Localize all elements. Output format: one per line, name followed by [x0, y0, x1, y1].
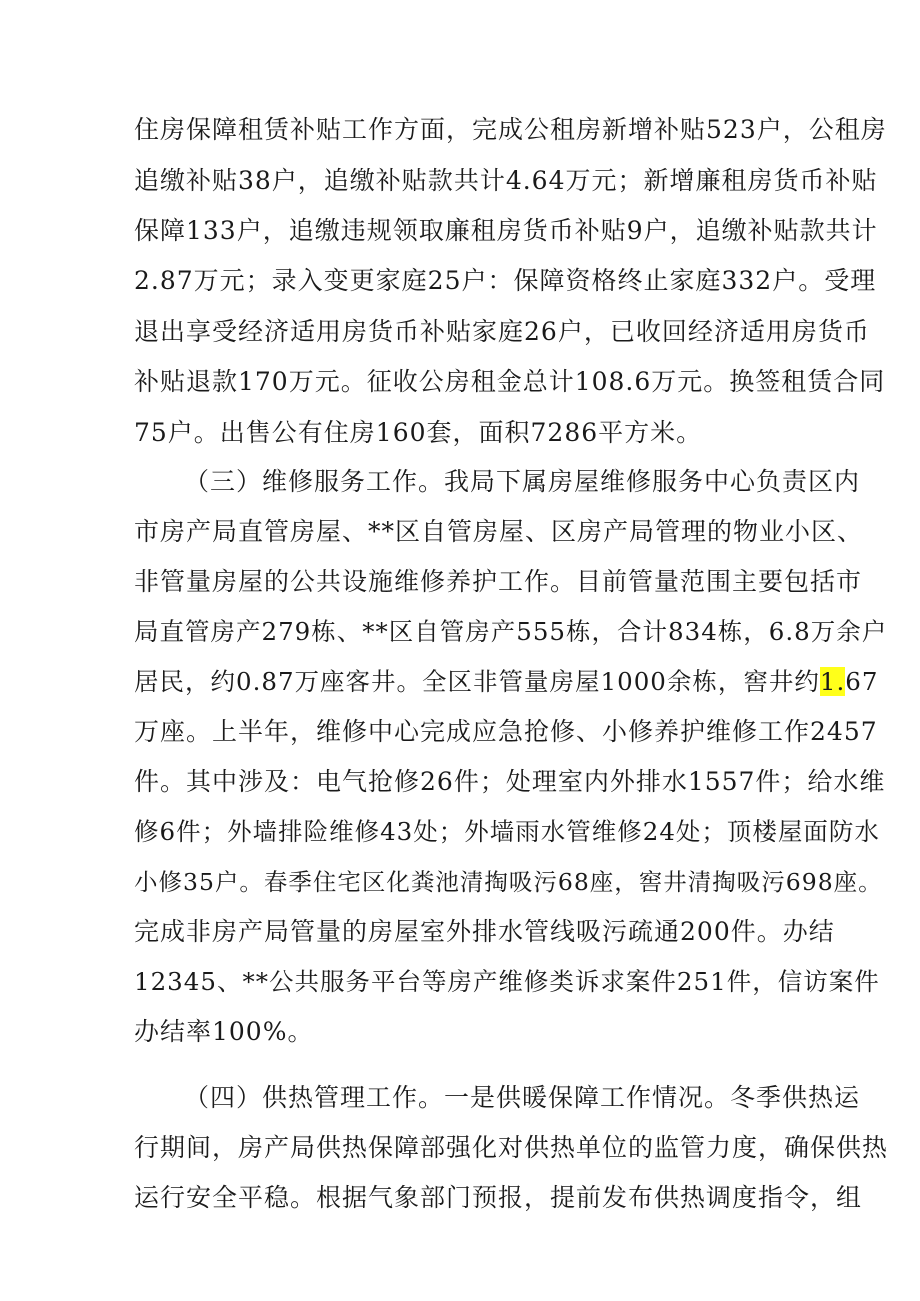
text-line-highlighted — [134, 664, 878, 700]
highlighted-text: 1. — [819, 667, 846, 696]
text-line: （四）供热管理工作。一是供暖保障工作情况。冬季供热运 — [184, 1083, 861, 1112]
text-line: 住房保障租赁补贴工作方面，完成公租房新增补贴523户，公租房 — [134, 115, 887, 144]
text-line: （三）维修服务工作。我局下属房屋维修服务中心负责区内 — [184, 467, 861, 496]
text-line: 保障133户，追缴违规领取廉租房货币补贴9户，追缴补贴款共计 — [134, 216, 878, 245]
text-line: 完成非房产局管量的房屋室外排水管线吸污疏通200件。办结 — [134, 917, 835, 946]
text-line: 12345、**公共服务平台等房产维修类诉求案件251件，信访案件 — [134, 967, 880, 996]
text-line: 小修35户。春季住宅区化粪池清掏吸污68座，窖井清掏吸污698座。 — [134, 868, 883, 896]
text-line: 局直管房产279栋、**区自管房产555栋，合计834栋，6.8万余户 — [134, 617, 888, 646]
text-line: 件。其中涉及：电气抢修26件；处理室内外排水1557件；给水维 — [134, 767, 886, 796]
text-line: 行期间，房产局供热保障部强化对供热单位的监管力度，确保供热 — [134, 1133, 889, 1162]
text-line: 补贴退款170万元。征收公房租金总计108.6万元。换签租赁合同 — [134, 367, 886, 396]
text-line: 非管量房屋的公共设施维修养护工作。目前管量范围主要包括市 — [134, 567, 863, 596]
text-line: 万座。上半年，维修中心完成应急抢修、小修养护维修工作2457 — [134, 717, 878, 746]
text-line: 退出享受经济适用房货币补贴家庭26户，已收回经济适用房货币 — [134, 317, 870, 346]
text-segment: 67 — [845, 667, 879, 696]
text-line: 办结率100%。 — [134, 1017, 314, 1046]
text-line: 2.87万元；录入变更家庭25户：保障资格终止家庭332户。受理 — [134, 266, 877, 295]
text-segment: 居民，约0.87万座客井。全区非管量房屋1000余栋，窖井约 — [134, 667, 820, 696]
text-line: 运行安全平稳。根据气象部门预报，提前发布供热调度指令，组 — [134, 1183, 863, 1212]
text-line: 修6件；外墙排险维修43处；外墙雨水管维修24处；顶楼屋面防水 — [134, 817, 880, 846]
text-line: 市房产局直管房屋、**区自管房屋、区房产局管理的物业小区、 — [134, 517, 864, 546]
text-line: 75户。出售公有住房160套，面积7286平方米。 — [134, 418, 703, 447]
text-line: 追缴补贴38户，追缴补贴款共计4.64万元；新增廉租房货币补贴 — [134, 166, 878, 195]
